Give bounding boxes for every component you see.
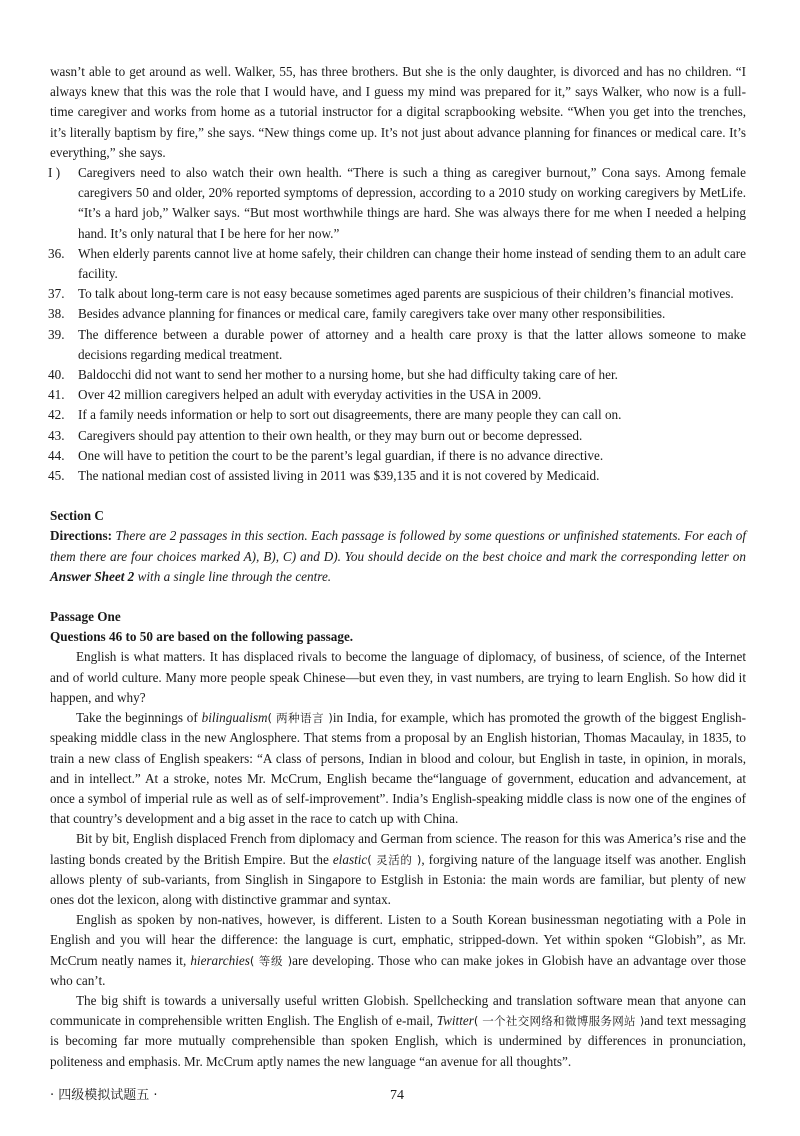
question-item <box>50 405 746 425</box>
question-text: If a family needs information or help to sort out disagreements, there are many people they can call on. <box>78 407 622 423</box>
question-text: The national median cost of assisted living in 2011 was $39,135 and it is not covered by Medicaid. <box>78 468 600 484</box>
continued-paragraph: wasn’t able to get around as well. Walker, 55, has three brothers. But she is the only daughter, is divorced and has no children. “I always knew that this was the role that I would have, and I guess my mind was prepared for it,” says Walker, who now is a full-time caregiver and works from home as a tutorial instructor for a digital scrapbooking website. “When you get into the trenches, it’s literally baptism by fire,” she says. “New things come up. It’s not just about advance planning for finances or medical care. It’s everything,” she says. <box>50 64 746 160</box>
question-text: The difference between a durable power of attorney and a health care proxy is that the latter allows someone to make decisions regarding medical treatment. <box>78 326 746 362</box>
question-item <box>50 446 746 466</box>
gloss-elastic: ( 灵活的 ) <box>367 852 422 867</box>
directions-label: Directions: <box>50 528 113 544</box>
page-content <box>50 62 746 1072</box>
question-text: To talk about long-term care is not easy because sometimes aged parents are suspicious of their children’s financial motives. <box>78 286 734 302</box>
question-item <box>50 385 746 405</box>
p3-text-b: , forgiving nature of the language itself was another. English allows plenty of sub-variants, from Singlish in Singapore to Estglish in Estonia: the main words are familiar, but plenty of new ones dot the lexicon, along with distinctive grammar and syntax. <box>50 851 747 907</box>
question-number: 43. <box>48 427 65 443</box>
gloss-bilingualism: ( 两种语言 ) <box>267 711 333 726</box>
passage-paragraph-1: English is what matters. It has displaced rivals to become the language of diplomacy, of business, of science, of the Internet and of world culture. Many more people speak Chinese—but even they, in vast numbers, are trying to learn English. So how did it happen, and why? <box>50 649 746 705</box>
spacer <box>50 486 746 506</box>
question-text: Baldocchi did not want to send her mother to a nursing home, but she had difficulty taking care of her. <box>78 367 618 383</box>
question-item <box>50 325 746 365</box>
section-c-directions <box>50 526 746 587</box>
directions-text-end: with a single line through the centre. <box>137 568 332 584</box>
term-hierarchies: hierarchies <box>190 952 250 968</box>
spacer <box>50 587 746 607</box>
passage-subtitle: Questions 46 to 50 are based on the following passage. <box>50 629 354 645</box>
question-text: Caregivers should pay attention to their own health, or they may burn out or become depressed. <box>78 427 583 443</box>
term-bilingualism: bilingualism <box>201 710 268 726</box>
directions-text: There are 2 passages in this section. Each passage is followed by some questions or unfinished statements. For each of them there are four choices marked A), B), C) and D). You should decide on the best choice and mark the corresponding letter on <box>50 528 746 564</box>
question-item <box>50 244 746 284</box>
term-twitter: Twitter <box>436 1013 474 1029</box>
footer-exam-title: · 四级模拟试题五 · <box>50 1088 158 1103</box>
question-number: 41. <box>48 387 65 403</box>
question-number: 38. <box>48 306 65 322</box>
gloss-twitter: ( 一个社交网络和微博服务网站 ) <box>473 1014 645 1029</box>
question-item <box>50 284 746 304</box>
p5-text-a: The big shift is towards a universally useful written Globish. Spellchecking and translation software mean that anyone can communicate in comprehensible written English. The English of e-mail, <box>50 992 746 1029</box>
question-number: 42. <box>48 407 65 423</box>
section-c-title: Section C <box>50 508 104 524</box>
question-item <box>50 426 746 446</box>
page-number: 74 <box>390 1088 404 1103</box>
question-item <box>50 466 746 486</box>
paragraph-i-text: Caregivers need to also watch their own health. “There is such a thing as caregiver burnout,” Cona says. Among female caregivers 50 and older, 20% reported symptoms of depression, according to a 2010 study on working caregivers by MetLife. “It’s a hard job,” Walker says. “But most worthwhile things are hard. She was always there for me when I needed a helping hand. It’s only natural that I be here for her now.” <box>78 165 746 241</box>
question-list <box>50 244 746 486</box>
p4-text-b: are developing. Those who can make jokes in Globish have an advantage over those who can’t. <box>50 952 747 988</box>
question-item <box>50 304 746 324</box>
question-number: 40. <box>48 367 65 383</box>
passage-paragraph-2 <box>50 708 746 829</box>
question-number: 39. <box>48 326 65 342</box>
question-number: 45. <box>48 468 65 484</box>
p4-text-a: English as spoken by non-natives, however, is different. Listen to a South Korean businessman negotiating with a Pole in English and you will hear the difference: the language is curt, emphatic, stripped-down. Yet within spoken “Globish”, as Mr. McCrum neatly names it, <box>50 912 746 968</box>
term-elastic: elastic <box>332 851 368 867</box>
question-number: 36. <box>48 245 65 261</box>
passage-title: Passage One <box>50 609 121 625</box>
p2-text-a: Take the beginnings of <box>76 710 198 726</box>
p2-text-b: in India, for example, which has promoted the growth of the biggest English-speaking middle class in the new Anglosphere. That stems from a proposal by an English historian, Thomas Macaulay, in 1835, to train a new class of English speakers: “A class of persons, Indian in blood and colour, but English in taste, in opinion, in morals, and in intellect.” At a stroke, notes Mr. McCrum, English became the“language of government, education and advancement, at once a symbol of imperial rule as well as of self-improvement”. India’s English-speaking middle class is now one of the engines of that country’s development and a big asset in the race to catch up with China. <box>50 710 747 827</box>
paragraph-i <box>50 163 746 244</box>
question-text: Besides advance planning for finances or medical care, family caregivers take over many other responsibilities. <box>78 306 666 322</box>
passage-paragraph-3 <box>50 829 746 910</box>
p3-text-a: Bit by bit, English displaced French from diplomacy and German from science. The reason for this was America’s rise and the lasting bonds created by the British Empire. But the <box>50 831 746 867</box>
question-text: One will have to petition the court to be the parent’s legal guardian, if there is no advance directive. <box>78 447 604 463</box>
question-number: 37. <box>48 286 65 302</box>
passage-paragraph-5 <box>50 991 746 1072</box>
p5-text-b: and text messaging is becoming far more mutually comprehensible than spoken English, which is undermined by differences in pronunciation, politeness and emphasis. Mr. McCrum aptly names the new language “an avenue for all thoughts”. <box>50 1013 746 1069</box>
question-item <box>50 365 746 385</box>
passage-paragraph-4 <box>50 910 746 991</box>
question-text: When elderly parents cannot live at home safely, their children can change their home instead of sending them to an adult care facility. <box>78 245 746 282</box>
paragraph-i-label: I ) <box>48 165 61 181</box>
gloss-hierarchies: ( 等级 ) <box>249 953 293 968</box>
answer-sheet-label: Answer Sheet 2 <box>50 568 135 584</box>
question-text: Over 42 million caregivers helped an adult with everyday activities in the USA in 2009. <box>78 387 542 403</box>
question-number: 44. <box>48 447 65 463</box>
